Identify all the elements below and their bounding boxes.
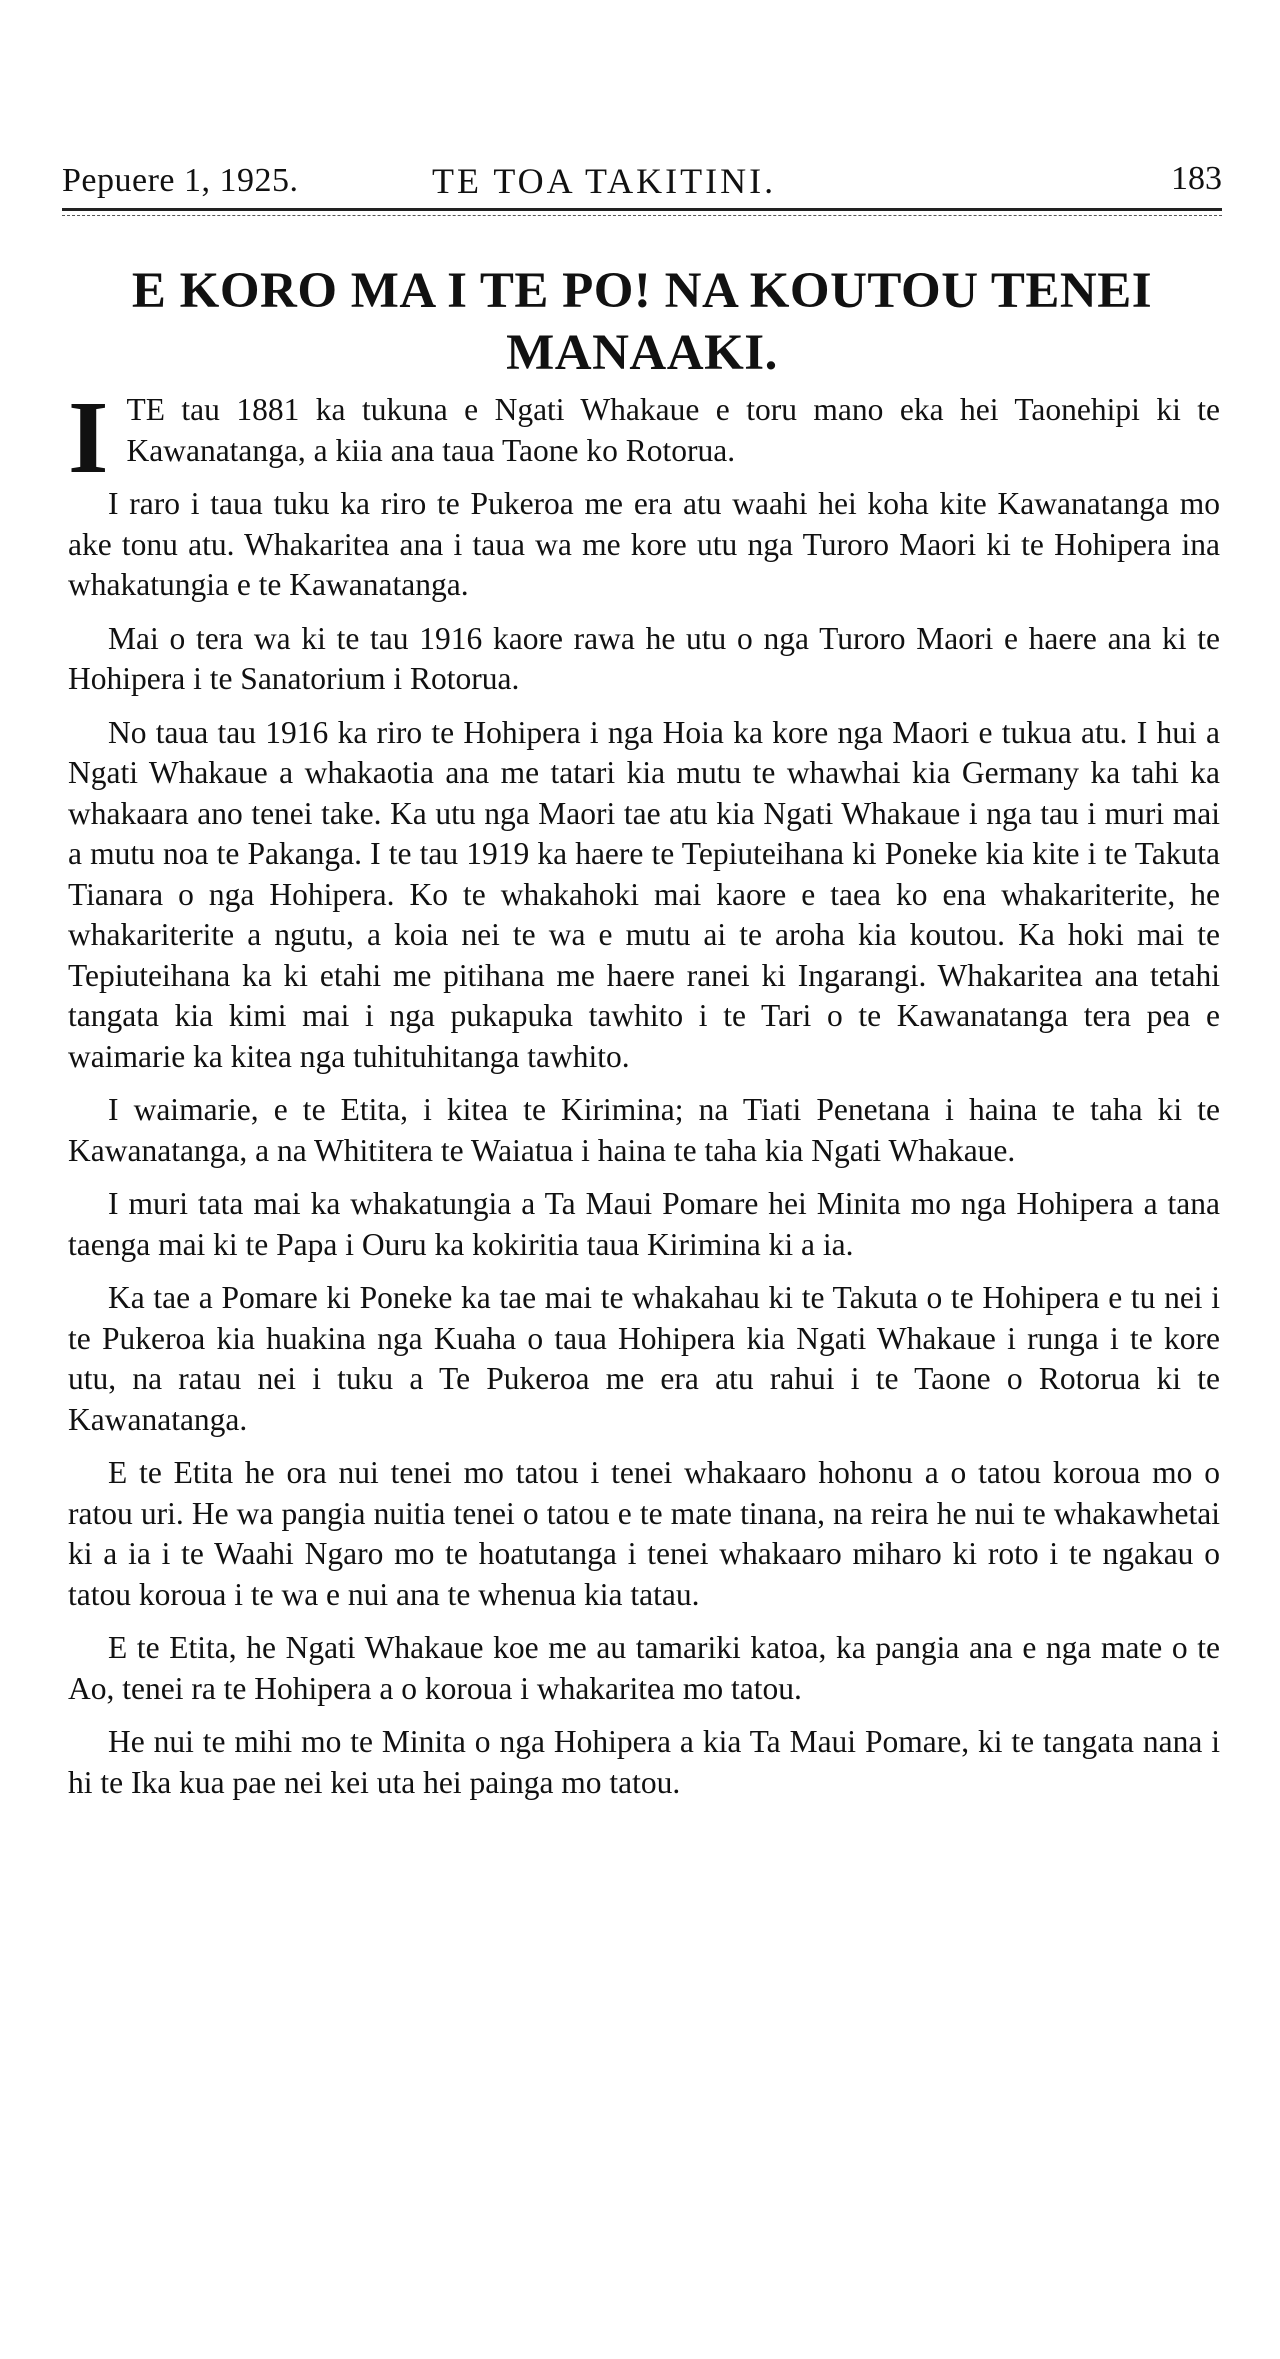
article-paragraph: Ka tae a Pomare ki Poneke ka tae mai te whakahau ki te Takuta o te Hohipera e tu nei i te Pukeroa kia huakina nga Kuaha o taua Hohipera kia Ngati Whakaue i runga i te kore utu, na ratau nei i tuku a Te Pukeroa me era atu rahui i te Taone o Rotorua ki te Kawanatanga.	[68, 1280, 1220, 1437]
publication-title: TE TOA TAKITINI.	[432, 161, 777, 201]
article-paragraph: He nui te mihi mo te Minita o nga Hohipera a kia Ta Maui Pomare, ki te tangata nana i hi te Ika kua pae nei kei uta hei painga mo tatou.	[68, 1724, 1220, 1800]
article-paragraph	[68, 380, 1220, 495]
article-body	[68, 380, 1220, 1816]
header-rule-dashed	[62, 215, 1222, 216]
article-paragraph: E te Etita, he Ngati Whakaue koe me au tamariki katoa, ka pangia ana e nga mate o te Ao, tenei ra te Hohipera a o koroua i whakaritea mo tatou.	[68, 1630, 1220, 1706]
article-paragraph: I waimarie, e te Etita, i kitea te Kirimina; na Tiati Penetana i haina te taha ki te Kawanatanga, a na Whititera te Waiatua i haina te taha kia Ngati Whakaue.	[68, 1092, 1220, 1168]
page-number: 183	[1171, 160, 1222, 197]
paragraph-text: TE tau 1881 ka tukuna e Ngati Whakaue e toru mano eka hei Taonehipi ki te Kawanatanga, a kiia ana taua Taone ko Rotorua.	[126, 392, 1220, 468]
article-paragraph: E te Etita he ora nui tenei mo tatou i tenei whakaaro hohonu a o tatou koroua mo o ratou uri. He wa pangia nuitia tenei o tatou e te mate tinana, na reira he nui te whakawhetai ki a ia i te Waahi Ngaro mo te hoatutanga i tenei whakaaro miharo ki roto i te ngakau o tatou koroua i te wa e nui ana te whenua kia tatau.	[68, 1455, 1220, 1612]
issue-date: Pepuere 1, 1925.	[62, 162, 299, 199]
drop-cap: I	[68, 380, 109, 495]
running-head	[62, 160, 1222, 204]
article-paragraph: I raro i taua tuku ka riro te Pukeroa me era atu waahi hei koha kite Kawanatanga mo ake tonu atu. Whakaritea ana i taua wa me kore utu nga Turoro Maori ki te Hohipera ina whakatungia e te Kawanatanga.	[68, 486, 1220, 602]
article-paragraph: I muri tata mai ka whakatungia a Ta Maui Pomare hei Minita mo nga Hohipera a tana taenga mai ki te Papa i Ouru ka kokiritia taua Kirimina ki a ia.	[68, 1186, 1220, 1262]
header-rule	[62, 208, 1222, 211]
article-paragraph: Mai o tera wa ki te tau 1916 kaore rawa he utu o nga Turoro Maori e haere ana ki te Hohipera i te Sanatorium i Rotorua.	[68, 620, 1220, 696]
article-headline: E KORO MA I TE PO! NA KOUTOU TENEI MANAAKI.	[131, 263, 1153, 381]
article-paragraph: No taua tau 1916 ka riro te Hohipera i nga Hoia ka kore nga Maori e tukua atu. I hui a Ngati Whakaue a whakaotia ana me tatari kia mutu te whawhai kia Germany ka tahi ka whakaara ano tenei take. Ka utu nga Maori tae atu kia Ngati Whakaue i nga tau i muri mai a mutu noa te Pakanga. I te tau 1919 ka haere te Tepiuteihana ki Poneke kia kite i te Takuta Tianara o nga Hohipera. Ko te whakahoki mai kaore e taea ko ena whakariterite, he whakariterite a ngutu, a koia nei te wa e mutu ai te aroha kia koutou. Ka hoki mai te Tepiuteihana ka ki etahi me pitihana me haere ranei ki Ingarangi. Whakaritea ana tetahi tangata kia kimi mai i nga pukapuka tawhito i te Tari o te Kawanatanga tera pea e waimarie ka kitea nga tuhituhitanga tawhito.	[68, 714, 1220, 1074]
